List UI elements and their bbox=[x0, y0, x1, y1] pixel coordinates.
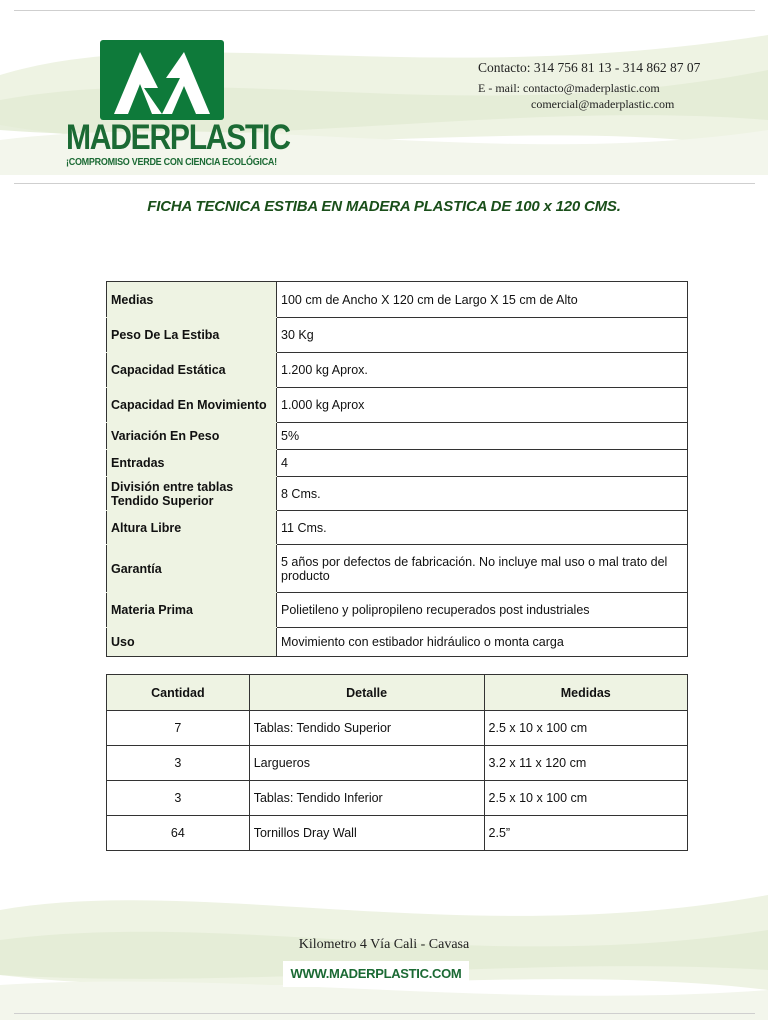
parts-measure: 2.5 x 10 x 100 cm bbox=[484, 781, 687, 816]
document-title: FICHA TECNICA ESTIBA EN MADERA PLASTICA DE 100 x 120 CMS. bbox=[147, 198, 621, 215]
spec-row bbox=[107, 388, 688, 423]
parts-detail: Tablas: Tendido Superior bbox=[249, 711, 484, 746]
spec-row bbox=[107, 450, 688, 477]
spec-row bbox=[107, 318, 688, 353]
parts-detail: Tornillos Dray Wall bbox=[249, 816, 484, 851]
parts-quantity: 64 bbox=[107, 816, 250, 851]
spec-label: Entradas bbox=[107, 450, 277, 477]
parts-row bbox=[107, 711, 688, 746]
spec-row bbox=[107, 282, 688, 318]
spec-value: Movimiento con estibador hidráulico o monta carga bbox=[277, 628, 688, 657]
spec-row bbox=[107, 423, 688, 450]
top-divider bbox=[14, 10, 755, 11]
parts-row bbox=[107, 816, 688, 851]
logo-emblem bbox=[100, 40, 224, 120]
spec-value: 100 cm de Ancho X 120 cm de Largo X 15 cm de Alto bbox=[277, 282, 688, 318]
spec-label: Garantía bbox=[107, 545, 277, 593]
spec-label: Variación En Peso bbox=[107, 423, 277, 450]
spec-row bbox=[107, 628, 688, 657]
spec-row bbox=[107, 545, 688, 593]
parts-measure: 2.5 x 10 x 100 cm bbox=[484, 711, 687, 746]
parts-detail: Largueros bbox=[249, 746, 484, 781]
spec-row bbox=[107, 593, 688, 628]
brand-tagline: ¡COMPROMISO VERDE CON CIENCIA ECOLÓGICA! bbox=[66, 157, 277, 168]
spec-label: Peso De La Estiba bbox=[107, 318, 277, 353]
parts-row bbox=[107, 746, 688, 781]
spec-label: Medias bbox=[107, 282, 277, 318]
spec-value: 1.200 kg Aprox. bbox=[277, 353, 688, 388]
spec-row bbox=[107, 511, 688, 545]
spec-row bbox=[107, 353, 688, 388]
parts-measure: 3.2 x 11 x 120 cm bbox=[484, 746, 687, 781]
spec-row bbox=[107, 477, 688, 511]
spec-label: Capacidad En Movimiento bbox=[107, 388, 277, 423]
spec-value: Polietileno y polipropileno recuperados post industriales bbox=[277, 593, 688, 628]
spec-value: 30 Kg bbox=[277, 318, 688, 353]
footer-divider bbox=[14, 1013, 755, 1014]
website-label: WWW.MADERPLASTIC.COM bbox=[283, 961, 469, 987]
brand-name: MADERPLASTIC bbox=[66, 118, 290, 157]
parts-detail: Tablas: Tendido Inferior bbox=[249, 781, 484, 816]
spec-value: 5% bbox=[277, 423, 688, 450]
spec-label: División entre tablas Tendido Superior bbox=[107, 477, 277, 511]
spec-label: Altura Libre bbox=[107, 511, 277, 545]
parts-header: Medidas bbox=[484, 675, 687, 711]
parts-row bbox=[107, 781, 688, 816]
spec-label: Capacidad Estática bbox=[107, 353, 277, 388]
parts-measure: 2.5” bbox=[484, 816, 687, 851]
footer-address: Kilometro 4 Vía Cali - Cavasa bbox=[298, 937, 470, 952]
contact-email: E - mail: contacto@maderplastic.com bbox=[478, 81, 660, 95]
spec-value: 1.000 kg Aprox bbox=[277, 388, 688, 423]
parts-header: Detalle bbox=[249, 675, 484, 711]
spec-value: 5 años por defectos de fabricación. No incluye mal uso o mal trato del producto bbox=[277, 545, 688, 593]
spec-value: 4 bbox=[277, 450, 688, 477]
maderplastic-logo bbox=[64, 40, 290, 175]
spec-value: 8 Cms. bbox=[277, 477, 688, 511]
parts-header: Cantidad bbox=[107, 675, 250, 711]
spec-value: 11 Cms. bbox=[277, 511, 688, 545]
spec-table bbox=[106, 281, 688, 657]
contact-email-commercial: comercial@maderplastic.com bbox=[531, 97, 675, 111]
parts-quantity: 3 bbox=[107, 781, 250, 816]
parts-quantity: 7 bbox=[107, 711, 250, 746]
contact-phones: Contacto: 314 756 81 13 - 314 862 87 07 bbox=[478, 60, 701, 75]
spec-label: Uso bbox=[107, 628, 277, 657]
spec-label: Materia Prima bbox=[107, 593, 277, 628]
pine-trees-icon bbox=[100, 40, 224, 120]
header-divider bbox=[14, 183, 755, 184]
parts-table bbox=[106, 674, 688, 851]
parts-quantity: 3 bbox=[107, 746, 250, 781]
